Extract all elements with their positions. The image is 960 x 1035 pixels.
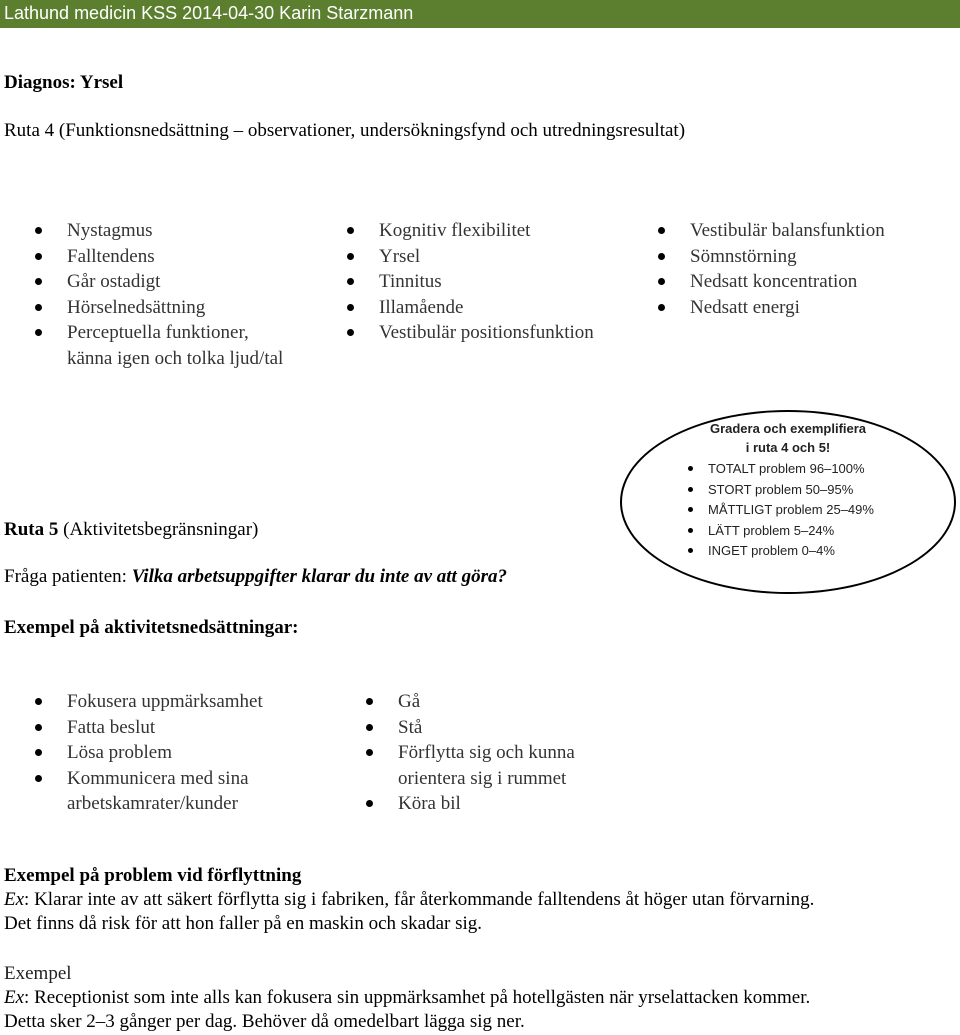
grading-item: STORT problem 50–95% xyxy=(686,480,946,501)
symptom-item: Sömnstörning xyxy=(654,244,954,270)
activity-item: Lösa problem xyxy=(31,740,301,766)
example2-text1: : Receptionist som inte alls kan fokusera sin uppmärksamhet på hotellgästen när yrselattacken kommer. xyxy=(24,987,811,1008)
activity-item: Fokusera uppmärksamhet xyxy=(31,689,301,715)
example1-line1 xyxy=(4,889,956,911)
grading-item: TOTALT problem 96–100% xyxy=(686,459,946,480)
activity-item: Stå xyxy=(362,715,642,741)
document-header xyxy=(0,0,960,28)
activity-item: Gå xyxy=(362,689,642,715)
symptom-item: Hörselnedsättning xyxy=(31,295,291,321)
symptom-item: Kognitiv flexibilitet xyxy=(343,218,603,244)
header-title: Lathund medicin KSS 2014-04-30 Karin Starzmann xyxy=(4,3,414,23)
example1-heading: Exempel på problem vid förflyttning xyxy=(4,865,302,886)
ruta5-label: Ruta 5 xyxy=(4,519,59,540)
examples-heading: Exempel på aktivitetsnedsättningar: xyxy=(4,617,299,638)
question-prefix: Fråga patienten: xyxy=(4,566,127,587)
diagnosis-value: Yrsel xyxy=(79,72,124,93)
symptom-item: Perceptuella funktioner, känna igen och tolka ljud/tal xyxy=(31,320,291,371)
diagnosis-label: Diagnos: xyxy=(4,72,76,93)
ruta5-paren: (Aktivitetsbegränsningar) xyxy=(63,519,259,540)
example2-ex-label: Ex xyxy=(4,987,25,1008)
symptom-item: Illamående xyxy=(343,295,603,321)
symptom-item: Nystagmus xyxy=(31,218,291,244)
activity-item: Fatta beslut xyxy=(31,715,301,741)
symptom-list-col3 xyxy=(654,218,954,320)
grading-title-line2: i ruta 4 och 5! xyxy=(745,440,831,455)
ruta4-title: Ruta 4 (Funktionsnedsättning – observationer, undersökningsfynd och utredningsresultat) xyxy=(4,120,686,141)
example2-line1 xyxy=(4,987,956,1009)
symptom-item: Vestibulär balansfunktion xyxy=(654,218,954,244)
symptom-item: Nedsatt energi xyxy=(654,295,954,321)
activity-item: Förflytta sig och kunna orientera sig i rummet xyxy=(362,740,642,791)
ruta5-heading xyxy=(4,519,258,541)
example1-text1: : Klarar inte av att säkert förflytta sig i fabriken, får återkommande falltendens åt höger utan förvarning. xyxy=(24,889,815,910)
symptom-list-col2 xyxy=(343,218,603,346)
example1-line2: Det finns då risk för att hon faller på en maskin och skadar sig. xyxy=(4,913,483,934)
activity-list-col1 xyxy=(31,689,301,817)
patient-question xyxy=(4,566,507,588)
grading-item: LÄTT problem 5–24% xyxy=(686,521,946,542)
symptom-item: Nedsatt koncentration xyxy=(654,269,954,295)
grading-item: INGET problem 0–4% xyxy=(686,541,946,562)
symptom-list-col1 xyxy=(31,218,291,371)
activity-item: Köra bil xyxy=(362,791,642,817)
symptom-item: Yrsel xyxy=(343,244,603,270)
symptom-item: Falltendens xyxy=(31,244,291,270)
symptom-item: Går ostadigt xyxy=(31,269,291,295)
diagnosis-line xyxy=(4,72,123,94)
activity-list-col2 xyxy=(362,689,642,817)
example2-heading: Exempel xyxy=(4,963,72,984)
grading-list xyxy=(686,459,946,562)
symptom-item: Vestibulär positionsfunktion xyxy=(343,320,603,346)
symptom-item: Tinnitus xyxy=(343,269,603,295)
example1-ex-label: Ex xyxy=(4,889,25,910)
activity-item: Kommunicera med sina arbetskamrater/kunder xyxy=(31,766,301,817)
example2-line2: Detta sker 2–3 gånger per dag. Behöver då omedelbart lägga sig ner. xyxy=(4,1011,525,1032)
question-text: Vilka arbetsuppgifter klarar du inte av att göra? xyxy=(131,566,507,587)
grading-title-line1: Gradera och exemplifiera xyxy=(709,421,867,436)
grading-item: MÅTTLIGT problem 25–49% xyxy=(686,500,946,521)
